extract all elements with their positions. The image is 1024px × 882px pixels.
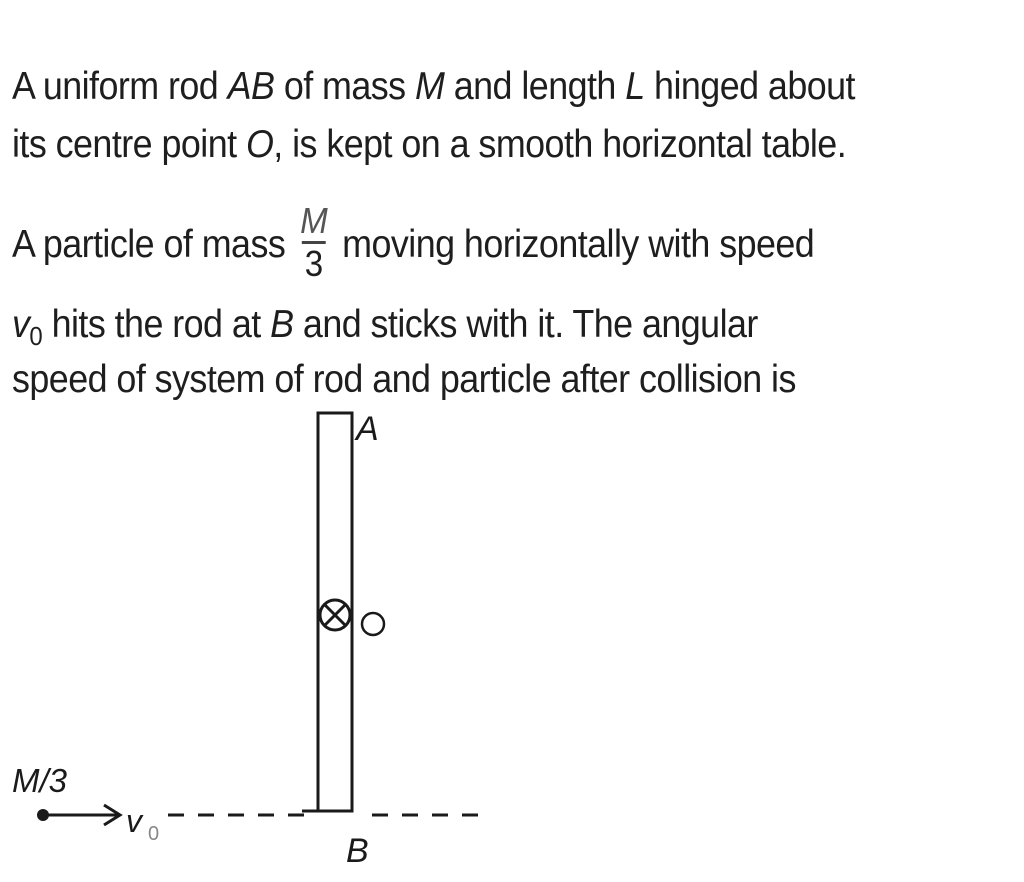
var-v: v [12,303,30,346]
fraction-numerator: M [300,200,328,241]
var-L: L [625,65,645,108]
var-B: B [270,303,294,346]
text: and length [444,65,626,108]
text: hits the rod at [42,303,271,346]
var-AB: AB [227,65,275,108]
subscript-0: 0 [29,321,43,351]
text: A uniform rod [12,65,228,108]
hinge-icon [320,600,350,630]
fraction-denominator: 3 [304,243,323,284]
label-mass: M/3 [12,762,68,799]
text: , is kept on a smooth horizontal table. [273,123,847,166]
label-v: v [126,803,142,839]
text: hinged about [644,65,855,108]
label-v-sub: 0 [148,823,160,845]
var-M: M [414,65,445,108]
rod [318,413,352,811]
text: and sticks with it. The angular [293,303,758,346]
text: of mass [274,65,415,108]
text: moving horizontally with speed [332,222,815,266]
text: its centre point [12,123,246,166]
text: A particle of mass [12,222,295,266]
text: speed of system of rod and particle after collision is [12,358,796,401]
point-O-marker [362,613,384,635]
var-O: O [245,123,274,166]
label-B: B [346,832,369,870]
label-A: A [356,410,379,448]
